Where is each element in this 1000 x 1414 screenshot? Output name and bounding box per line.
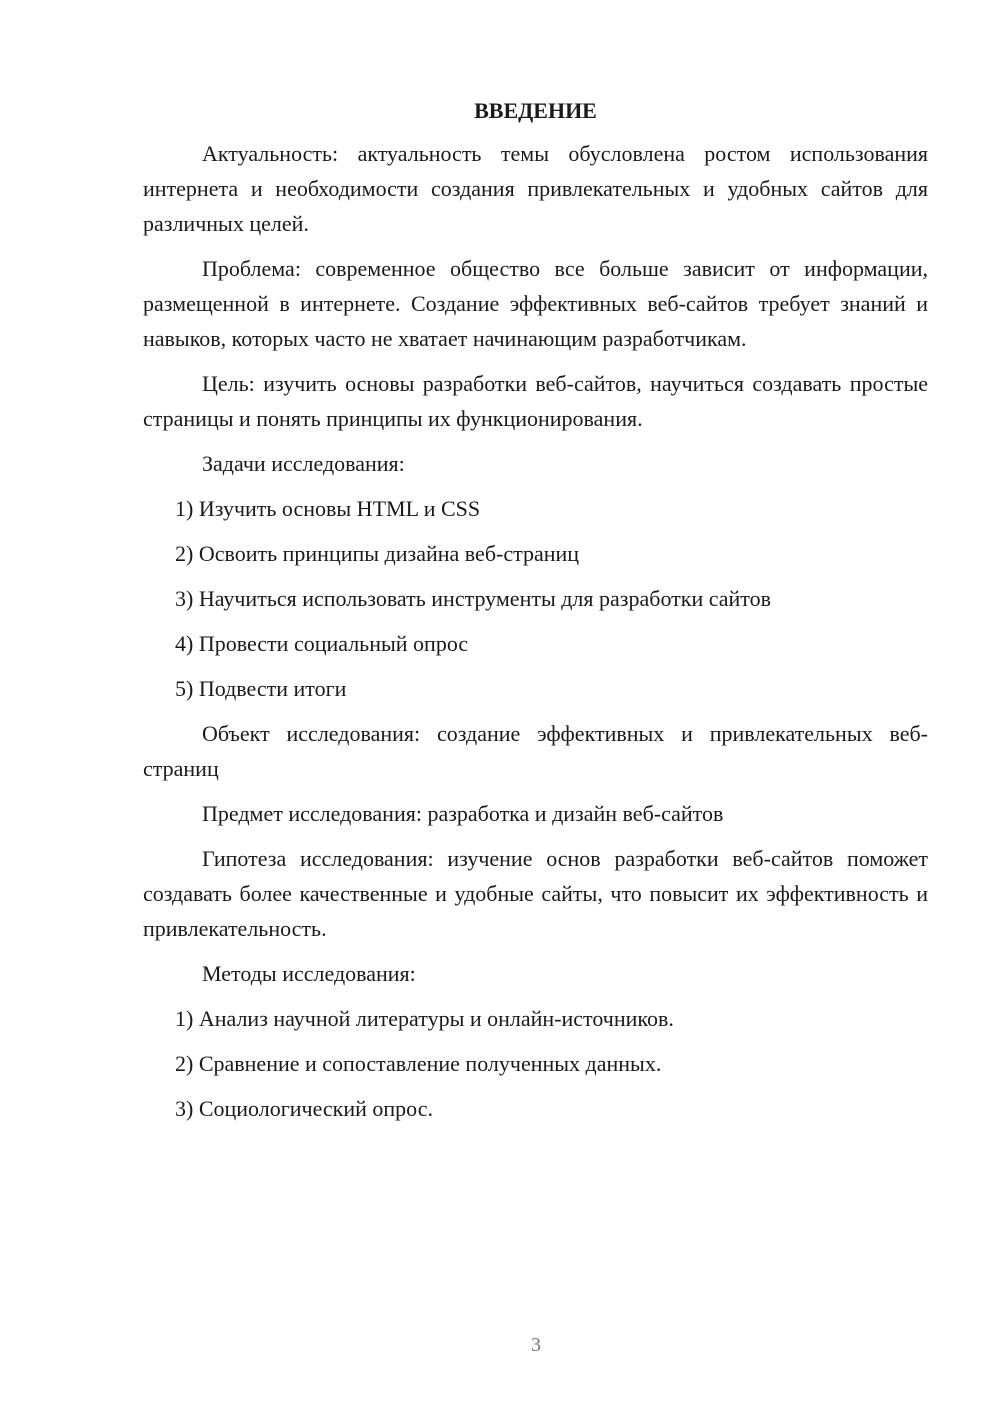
relevance-paragraph: Актуальность: актуальность темы обусловлена ростом использования интернета и необходимости создания привлекательных и удобных сайтов для различных целей.	[143, 141, 928, 236]
list-item: 3) Научиться использовать инструменты для разработки сайтов	[175, 586, 772, 611]
list-item: 3) Социологический опрос.	[175, 1096, 433, 1121]
hypothesis-paragraph: Гипотеза исследования: изучение основ разработки веб-сайтов поможет создавать более качественные и удобные сайты, что повысит их эффективность и привлекательность.	[143, 846, 928, 941]
object-paragraph: Объект исследования: создание эффективных и привлекательных веб-страниц	[143, 721, 928, 781]
methods-label: Методы исследования:	[202, 961, 416, 986]
list-item: 2) Освоить принципы дизайна веб-страниц	[175, 541, 580, 566]
page-number: 3	[531, 1334, 541, 1356]
page-content	[143, 96, 928, 1136]
subject-paragraph: Предмет исследования: разработка и дизайн веб-сайтов	[202, 801, 724, 826]
tasks-label: Задачи исследования:	[202, 451, 405, 476]
list-item: 5) Подвести итоги	[175, 676, 347, 701]
list-item: 1) Анализ научной литературы и онлайн-источников.	[175, 1006, 674, 1031]
problem-paragraph: Проблема: современное общество все больше зависит от информации, размещенной в интернете. Создание эффективных веб-сайтов требует знаний и навыков, которых часто не хватает начинающим разработчикам.	[143, 256, 928, 351]
section-heading: ВВЕДЕНИЕ	[474, 98, 597, 123]
goal-paragraph: Цель: изучить основы разработки веб-сайтов, научиться создавать простые страницы и понять принципы их функционирования.	[143, 371, 928, 431]
methods-list	[143, 1001, 928, 1126]
tasks-list	[143, 491, 928, 706]
list-item: 4) Провести социальный опрос	[175, 631, 469, 656]
list-item: 1) Изучить основы HTML и CSS	[175, 496, 481, 521]
list-item: 2) Сравнение и сопоставление полученных данных.	[175, 1051, 662, 1076]
